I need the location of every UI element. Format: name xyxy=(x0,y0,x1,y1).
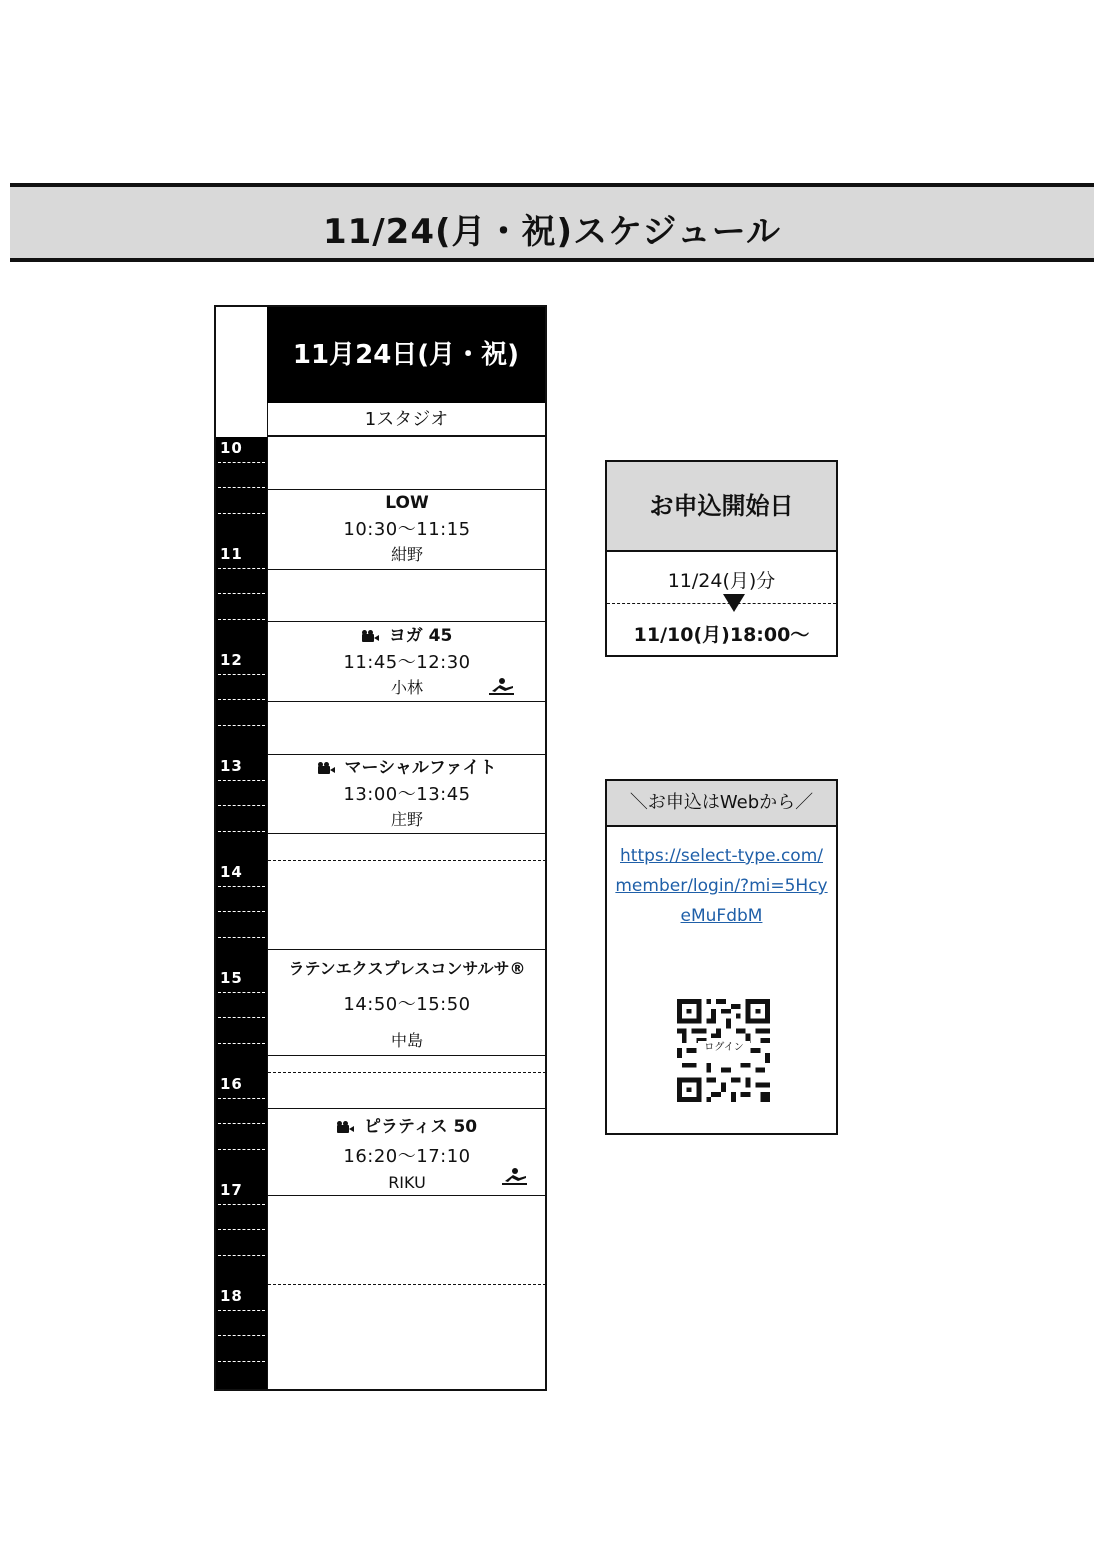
class-instructor: RIKU xyxy=(388,1173,426,1192)
class-instructor: 中島 xyxy=(390,1031,423,1050)
hour-label: 13 xyxy=(220,757,243,775)
hour-slot xyxy=(216,649,267,755)
login-link[interactable]: https://select-type.com/member/login/?mi=5HcyeMuFdbM xyxy=(615,846,828,926)
qr-login-label: ログイン xyxy=(698,1041,750,1055)
hour-label: 11 xyxy=(220,545,243,563)
class-time: 11:45～12:30 xyxy=(343,652,471,673)
hour-slot xyxy=(216,1285,267,1391)
class-block[interactable] xyxy=(268,1112,546,1194)
class-time: 10:30～11:15 xyxy=(343,519,471,540)
hour-label: 12 xyxy=(220,651,243,669)
hour-slot xyxy=(216,437,267,543)
application-start-box xyxy=(605,460,838,657)
hour-label: 16 xyxy=(220,1075,243,1093)
schedule-table xyxy=(214,305,547,1391)
class-instructor: 小林 xyxy=(390,678,423,697)
class-instructor: 庄野 xyxy=(390,810,423,829)
rowing-icon xyxy=(486,677,516,697)
class-name: LOW xyxy=(385,493,429,513)
schedule-corner xyxy=(216,307,267,437)
class-time: 13:00～13:45 xyxy=(343,784,471,805)
hour-slot xyxy=(216,543,267,649)
page-title: 11/24(月・祝)スケジュール xyxy=(322,212,782,252)
target-date: 11/24(月)分 xyxy=(667,570,776,592)
video-camera-icon xyxy=(337,1121,354,1133)
hour-slot xyxy=(216,1073,267,1179)
rowing-icon xyxy=(499,1167,529,1187)
hour-label: 14 xyxy=(220,863,243,881)
hour-slot xyxy=(216,755,267,861)
class-name: ヨガ 45 xyxy=(388,626,453,646)
hour-label: 17 xyxy=(220,1181,243,1199)
hour-label: 10 xyxy=(220,439,243,457)
page-banner xyxy=(10,183,1094,262)
schedule-body xyxy=(267,437,545,1389)
studio-label: 1スタジオ xyxy=(267,403,545,437)
class-block[interactable] xyxy=(268,755,546,831)
web-application-title: ＼お申込はWebから／ xyxy=(607,781,836,827)
class-name: ラテンエクスプレスコンサルサ® xyxy=(288,959,526,978)
hour-column xyxy=(216,437,267,1389)
class-block[interactable] xyxy=(268,951,546,1059)
hour-label: 15 xyxy=(220,969,243,987)
hour-label: 18 xyxy=(220,1287,243,1305)
hour-slot xyxy=(216,1179,267,1285)
video-camera-icon xyxy=(318,762,335,774)
class-name: マーシャルファイト xyxy=(344,758,497,778)
schedule-date-header: 11月24日(月・祝) xyxy=(267,307,545,403)
class-time: 14:50～15:50 xyxy=(343,994,471,1015)
video-camera-icon xyxy=(362,630,379,642)
hour-slot xyxy=(216,861,267,967)
class-name: ピラティス 50 xyxy=(363,1117,478,1137)
class-block[interactable] xyxy=(268,491,546,566)
down-arrow-icon xyxy=(723,594,745,612)
application-start-title: お申込開始日 xyxy=(607,462,836,552)
web-application-box xyxy=(605,779,838,1135)
start-datetime: 11/10(月)18:00～ xyxy=(633,624,810,646)
class-time: 16:20～17:10 xyxy=(343,1146,471,1167)
class-block[interactable] xyxy=(268,623,546,699)
hour-slot xyxy=(216,967,267,1073)
class-instructor: 紺野 xyxy=(390,545,423,564)
